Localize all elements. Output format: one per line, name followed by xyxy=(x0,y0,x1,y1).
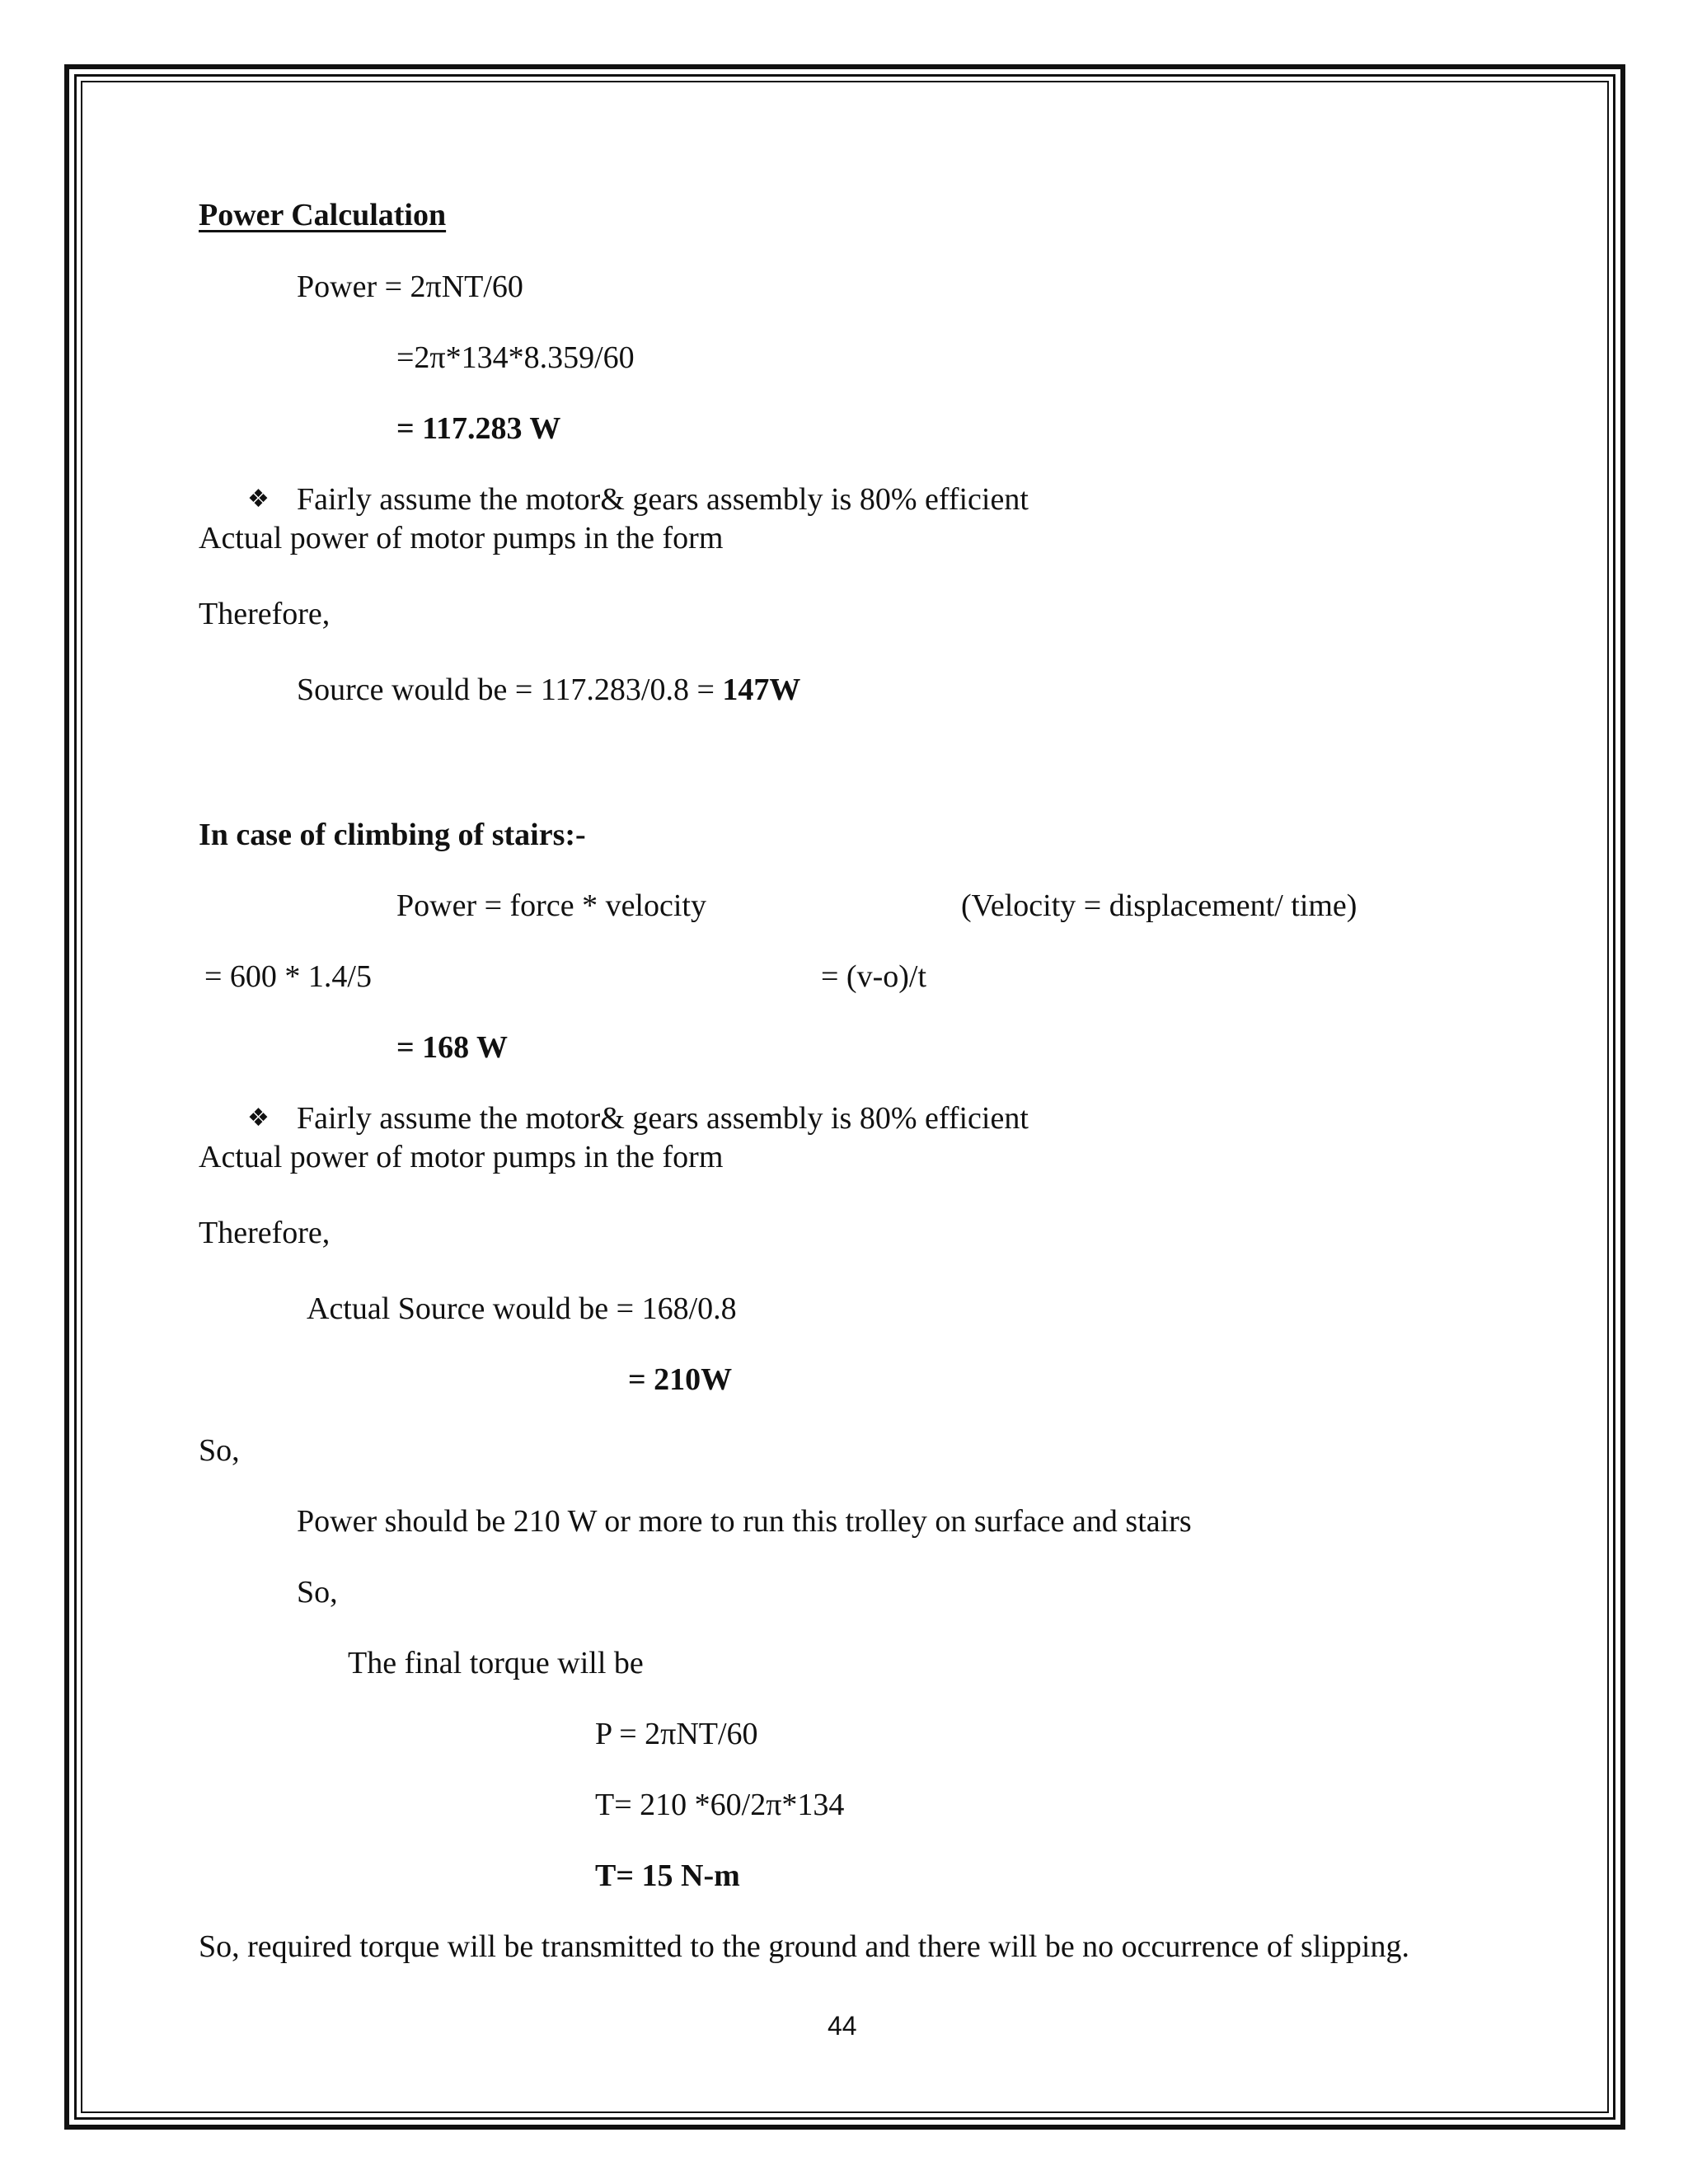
stairs-result: = 168 W xyxy=(396,1030,508,1065)
power-requirement: Power should be 210 W or more to run this trolley on surface and stairs xyxy=(297,1504,1192,1539)
velocity-substitution: = (v-o)/t xyxy=(821,959,927,994)
actual-power-text-2: Actual power of motor pumps in the form xyxy=(199,1140,724,1174)
power-formula: Power = 2πNT/60 xyxy=(297,269,523,304)
velocity-note: (Velocity = displacement/ time) xyxy=(961,888,1357,923)
power-substitution: =2π*134*8.359/60 xyxy=(396,340,635,375)
source-label: Source would be = 117.283/0.8 = xyxy=(297,673,723,707)
page-number: 44 xyxy=(828,2011,857,2041)
actual-source: Actual Source would be = 168/0.8 xyxy=(307,1291,737,1326)
therefore-text-1: Therefore, xyxy=(199,597,331,631)
so-text-2: So, xyxy=(297,1575,338,1610)
final-torque-intro: The final torque will be xyxy=(348,1646,644,1680)
torque-formula: P = 2πNT/60 xyxy=(595,1717,758,1751)
source-line xyxy=(297,671,800,709)
torque-substitution: T= 210 *60/2π*134 xyxy=(595,1788,845,1822)
actual-source-result: = 210W xyxy=(628,1362,733,1397)
page-border-inner xyxy=(81,81,1609,2113)
conclusion-text: So, required torque will be transmitted to the ground and there will be no occurrence of slipping. xyxy=(199,1929,1409,1964)
diamond-bullet-icon: ❖ xyxy=(247,485,270,513)
so-text-1: So, xyxy=(199,1433,240,1468)
stairs-heading: In case of climbing of stairs:- xyxy=(199,818,586,852)
stairs-substitution: = 600 * 1.4/5 xyxy=(204,959,372,994)
power-result: = 117.283 W xyxy=(396,411,561,446)
section-heading: Power Calculation xyxy=(199,198,447,232)
assumption-text-2: Fairly assume the motor& gears assembly is 80% efficient xyxy=(297,1101,1029,1136)
therefore-text-2: Therefore, xyxy=(199,1216,331,1250)
stairs-formula: Power = force * velocity xyxy=(396,888,706,923)
torque-result: T= 15 N-m xyxy=(595,1858,740,1893)
assumption-text-1: Fairly assume the motor& gears assembly is 80% efficient xyxy=(297,482,1029,517)
source-value: 147W xyxy=(722,673,801,707)
diamond-bullet-icon: ❖ xyxy=(247,1104,270,1132)
actual-power-text-1: Actual power of motor pumps in the form xyxy=(199,521,724,555)
